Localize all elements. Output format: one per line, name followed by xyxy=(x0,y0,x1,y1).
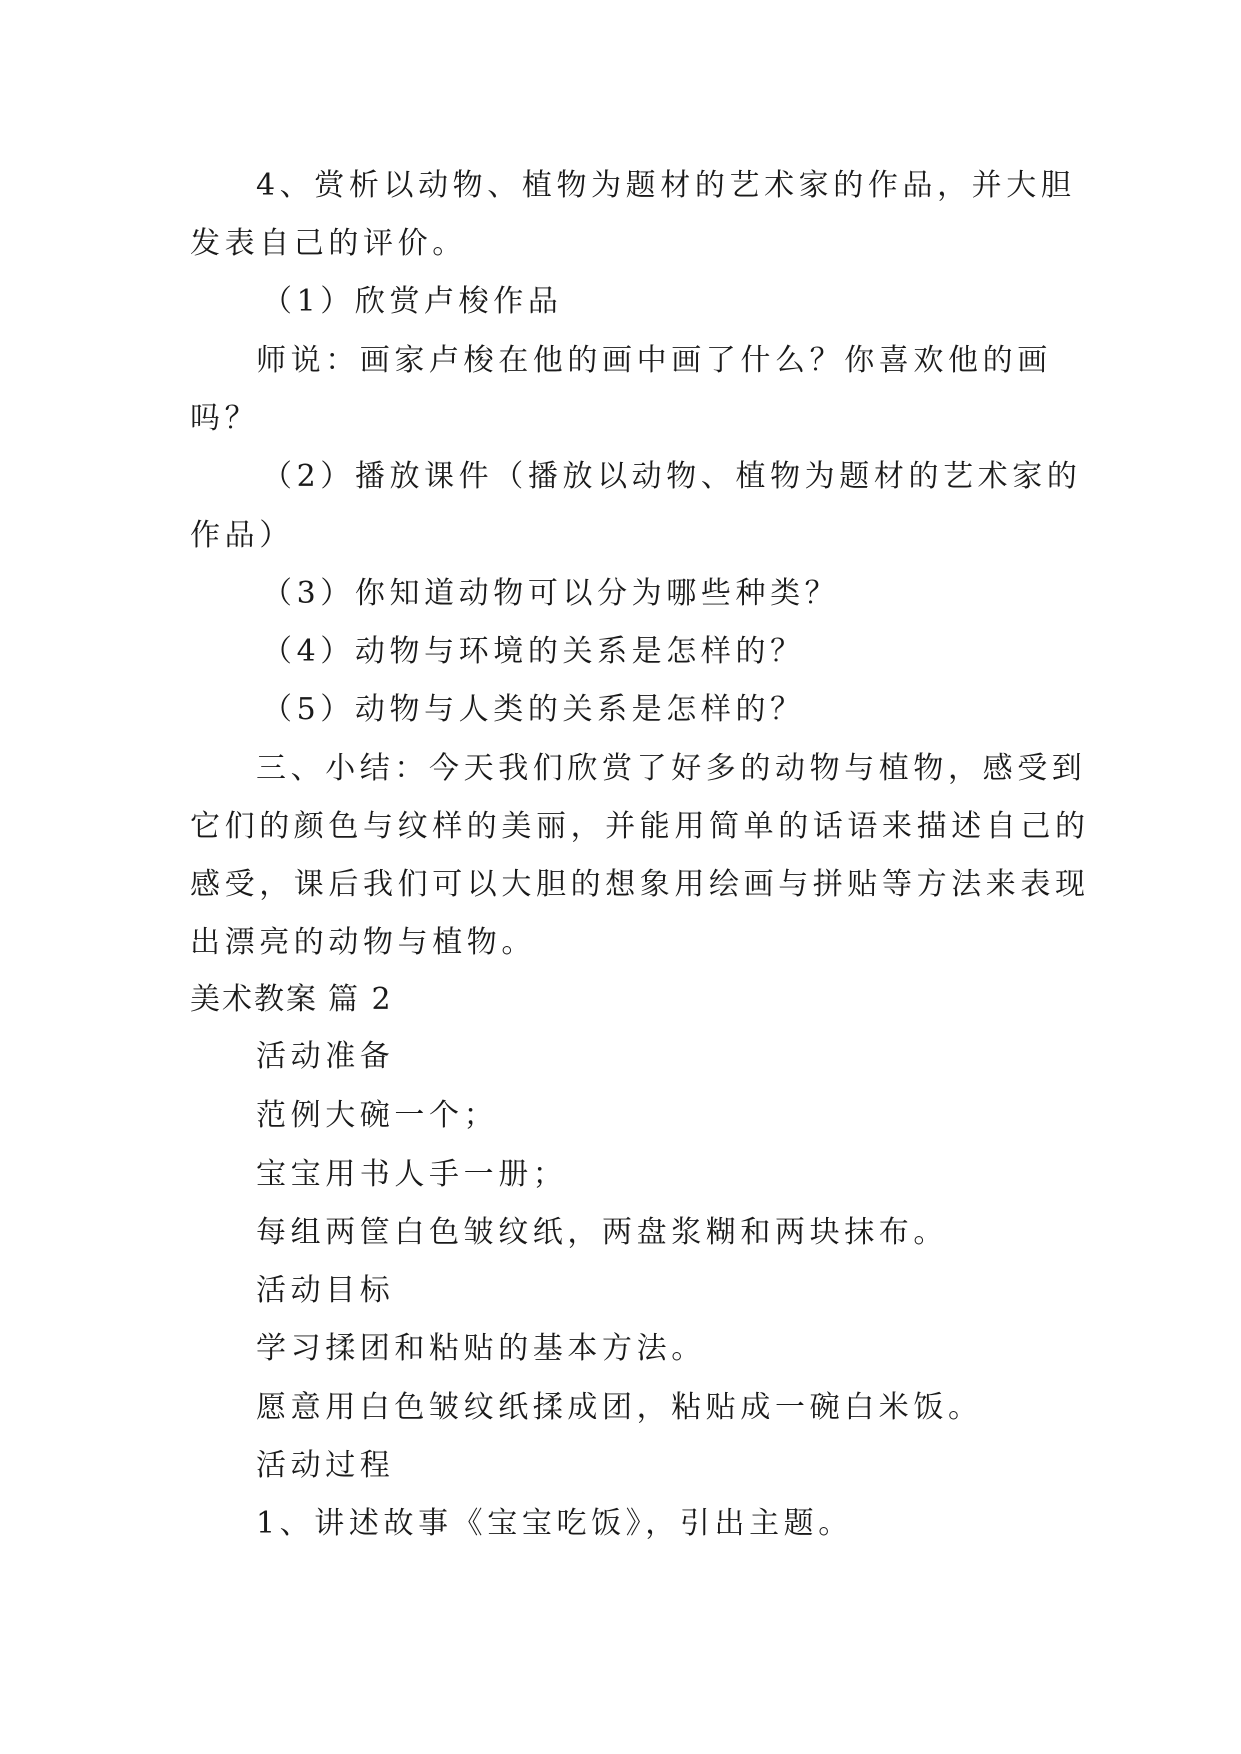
paragraph-line: 活动过程 xyxy=(256,1448,395,1483)
paragraph-line: 三、小结：今天我们欣赏了好多的动物与植物，感受到 xyxy=(256,751,1087,786)
paragraph-line: （4）动物与环境的关系是怎样的？ xyxy=(262,634,805,669)
paragraph-line: 发表自己的评价。 xyxy=(190,226,467,261)
paragraph-line: 学习揉团和粘贴的基本方法。 xyxy=(256,1331,706,1366)
paragraph-line: 师说：画家卢梭在他的画中画了什么？你喜欢他的画 xyxy=(256,343,1052,378)
paragraph-line: 4、赏析以动物、植物为题材的艺术家的作品，并大胆 xyxy=(256,168,1076,203)
paragraph-line: （2）播放课件（播放以动物、植物为题材的艺术家的 xyxy=(262,459,1082,494)
paragraph-line: 作品） xyxy=(190,518,294,553)
paragraph-line: （5）动物与人类的关系是怎样的？ xyxy=(262,692,805,727)
paragraph-line: 吗？ xyxy=(190,401,260,436)
paragraph-line: 出漂亮的动物与植物。 xyxy=(190,925,536,960)
paragraph-line: 1、讲述故事《宝宝吃饭》，引出主题。 xyxy=(256,1506,853,1541)
section-heading-number: 篇 2 xyxy=(328,982,393,1017)
paragraph-line: （1）欣赏卢梭作品 xyxy=(262,284,563,319)
paragraph-line: 愿意用白色皱纹纸揉成团，粘贴成一碗白米饭。 xyxy=(256,1390,983,1425)
paragraph-line: 活动准备 xyxy=(256,1039,395,1074)
paragraph-line: （3）你知道动物可以分为哪些种类？ xyxy=(262,576,840,611)
paragraph-line: 感受，课后我们可以大胆的想象用绘画与拼贴等方法来表现 xyxy=(190,867,1090,902)
section-heading-title: 美术教案 xyxy=(190,982,318,1017)
paragraph-line: 活动目标 xyxy=(256,1273,395,1308)
paragraph-line: 宝宝用书人手一册； xyxy=(256,1157,568,1192)
paragraph-line: 范例大碗一个； xyxy=(256,1098,499,1133)
section-heading xyxy=(190,980,1050,1020)
paragraph-line: 它们的颜色与纹样的美丽，并能用简单的话语来描述自己的 xyxy=(190,809,1090,844)
paragraph-line: 每组两筐白色皱纹纸，两盘浆糊和两块抹布。 xyxy=(256,1215,948,1250)
